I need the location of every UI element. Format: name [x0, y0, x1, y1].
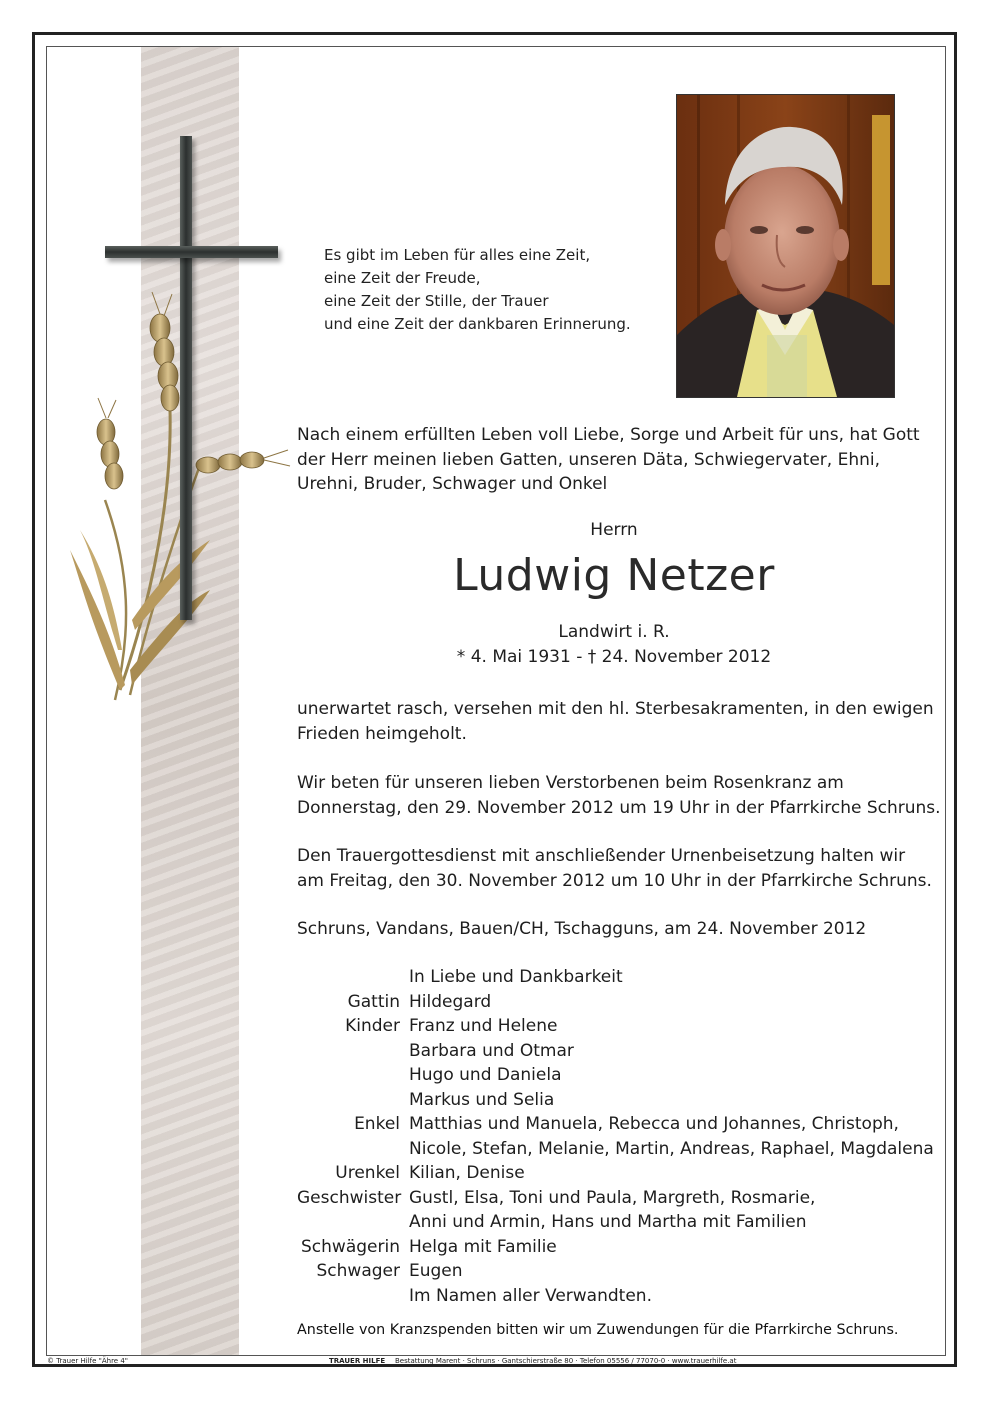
relative-names: Barbara und Otmar: [409, 1040, 574, 1061]
quote-line: eine Zeit der Freude,: [324, 269, 481, 287]
footer-brand: TRAUER HILFE: [329, 1357, 386, 1365]
relative-names: Matthias und Manuela, Rebecca und Johannes, Christoph,: [409, 1114, 899, 1134]
donation-notice: Anstelle von Kranzspenden bitten wir um Zuwendungen für die Pfarrkirche Schruns.: [297, 1322, 899, 1338]
salutation: Herrn: [590, 520, 638, 540]
relation-label: Geschwister: [297, 1187, 402, 1208]
life-dates: * 4. Mai 1931 - † 24. November 2012: [456, 647, 772, 667]
family-row: [297, 965, 934, 990]
relative-names: Franz und Helene: [409, 1016, 558, 1036]
relation-label: [297, 1063, 409, 1088]
intro-text: [297, 423, 920, 497]
footer-copyright: © Trauer Hilfe "Ähre 4": [47, 1357, 129, 1365]
relation-label: Kinder: [345, 1016, 400, 1036]
intro-line: der Herr meinen lieben Gatten, unseren Däta, Schwiegervater, Ehni,: [297, 449, 880, 470]
relative-names: Helga mit Familie: [409, 1236, 557, 1257]
cross-icon-bar: [105, 246, 278, 258]
relation-label: [297, 965, 409, 990]
relative-names: Gustl, Elsa, Toni und Paula, Margreth, Rosmarie,: [409, 1187, 816, 1208]
family-row: [297, 1284, 934, 1309]
family-list: [297, 965, 934, 1308]
relation-label: [297, 1039, 409, 1064]
relation-label: Schwägerin: [301, 1236, 400, 1257]
relative-names: In Liebe und Dankbarkeit: [409, 967, 623, 987]
quote-line: und eine Zeit der dankbaren Erinnerung.: [324, 315, 631, 333]
family-row: [297, 1039, 934, 1064]
relative-names: Anni und Armin, Hans und Martha mit Familien: [409, 1212, 807, 1232]
deceased-name: Ludwig Netzer: [453, 550, 775, 601]
family-row: [297, 1014, 934, 1039]
relation-label: Schwager: [316, 1261, 400, 1281]
footer-contact: Bestattung Marent · Schruns · Gantschierstraße 80 · Telefon 05556 / 77070-0 · www.trauerhilfe.at: [395, 1357, 737, 1365]
place-date-line: [297, 917, 866, 942]
quote-line: eine Zeit der Stille, der Trauer: [324, 292, 549, 310]
relative-names: Im Namen aller Verwandten.: [409, 1285, 652, 1306]
relation-label: [297, 1284, 409, 1309]
relative-names: Nicole, Stefan, Melanie, Martin, Andreas, Raphael, Magdalena: [409, 1138, 934, 1159]
family-row: [297, 1210, 934, 1235]
relation-label: Enkel: [354, 1114, 400, 1134]
paragraph-line: Den Trauergottesdienst mit anschließender Urnenbeisetzung halten wir: [297, 846, 906, 866]
family-row: [297, 1112, 934, 1137]
family-row: [297, 1137, 934, 1162]
cross-icon: [180, 136, 192, 620]
relative-names: Eugen: [409, 1261, 463, 1281]
paragraph-line: Frieden heimgeholt.: [297, 723, 467, 744]
relation-label: [297, 1137, 409, 1162]
relation-label: Gattin: [347, 991, 400, 1012]
rosary-paragraph: [297, 771, 941, 820]
intro-line: Nach einem erfüllten Leben voll Liebe, Sorge und Arbeit für uns, hat Gott: [297, 425, 920, 445]
occupation: Landwirt i. R.: [558, 622, 670, 642]
memorial-quote: [324, 244, 631, 336]
relation-label: [297, 1210, 409, 1235]
family-row: [297, 1186, 934, 1211]
paragraph-line: unerwartet rasch, versehen mit den hl. Sterbesakramenten, in den ewigen: [297, 699, 934, 719]
family-row: [297, 1161, 934, 1186]
paragraph-line: am Freitag, den 30. November 2012 um 10 Uhr in der Pfarrkirche Schruns.: [297, 870, 932, 891]
funeral-paragraph: [297, 844, 932, 893]
passing-paragraph: [297, 697, 934, 746]
quote-line: Es gibt im Leben für alles eine Zeit,: [324, 246, 591, 264]
relative-names: Hildegard: [409, 991, 492, 1012]
family-row: [297, 1259, 934, 1284]
portrait-photo: [676, 94, 895, 398]
relation-label: [297, 1088, 409, 1113]
family-row: [297, 990, 934, 1015]
family-row: [297, 1088, 934, 1113]
family-row: [297, 1063, 934, 1088]
relation-label: Urenkel: [335, 1163, 400, 1183]
paragraph-line: Schruns, Vandans, Bauen/CH, Tschagguns, am 24. November 2012: [297, 919, 867, 939]
relative-names: Hugo und Daniela: [409, 1065, 562, 1085]
intro-line: Urehni, Bruder, Schwager und Onkel: [297, 474, 608, 494]
relative-names: Kilian, Denise: [409, 1163, 525, 1183]
paragraph-line: Donnerstag, den 29. November 2012 um 19 Uhr in der Pfarrkirche Schruns.: [297, 797, 941, 818]
family-row: [297, 1235, 934, 1260]
relative-names: Markus und Selia: [409, 1089, 555, 1110]
paragraph-line: Wir beten für unseren lieben Verstorbenen beim Rosenkranz am: [297, 773, 844, 793]
